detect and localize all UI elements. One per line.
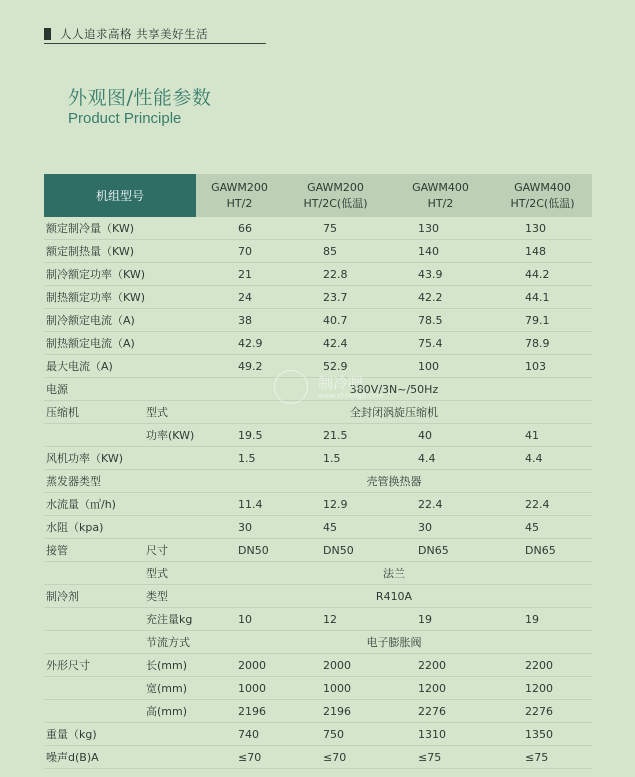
row-sublabel: 功率(KW): [146, 424, 196, 447]
row-value: 66: [196, 217, 283, 240]
table-row: [44, 585, 592, 608]
row-sublabel: 节流方式: [146, 631, 196, 654]
row-value: 12.9: [283, 493, 388, 516]
row-value: DN50: [196, 539, 283, 562]
row-value: 41: [493, 424, 592, 447]
row-value: 10: [196, 608, 283, 631]
row-value: 740: [196, 723, 283, 746]
row-value: 30: [196, 516, 283, 539]
row-value: ≤75: [388, 746, 493, 769]
row-sublabel: [146, 746, 196, 769]
table-row: [44, 746, 592, 769]
row-label: 外形尺寸: [44, 654, 146, 677]
row-value: 70: [196, 240, 283, 263]
row-value: 4.4: [493, 447, 592, 470]
row-value: 19: [388, 608, 493, 631]
row-value: DN65: [388, 539, 493, 562]
row-value: 2200: [388, 654, 493, 677]
row-value: 45: [493, 516, 592, 539]
row-label: 制热额定功率（KW): [44, 286, 146, 309]
row-label: [44, 424, 146, 447]
row-value: 2000: [196, 654, 283, 677]
watermark-sub: www.zhileng8.com: [318, 392, 384, 400]
row-value: ≤75: [493, 746, 592, 769]
row-sublabel: [146, 332, 196, 355]
model-col-3: GAWM400 HT/2: [388, 174, 493, 217]
row-label: 额定制冷量（KW): [44, 217, 146, 240]
row-sublabel: [146, 378, 196, 401]
row-label: 制冷额定电流（A): [44, 309, 146, 332]
row-value: 19.5: [196, 424, 283, 447]
row-sublabel: [146, 516, 196, 539]
row-sublabel: 尺寸: [146, 539, 196, 562]
row-value: DN65: [493, 539, 592, 562]
page-title-cn: 外观图/性能参数: [68, 87, 212, 109]
row-sublabel: 充注量kg: [146, 608, 196, 631]
table-row: [44, 631, 592, 654]
row-value: 2196: [196, 700, 283, 723]
row-value: 140: [388, 240, 493, 263]
row-value: 12: [283, 608, 388, 631]
row-sublabel: 型式: [146, 562, 196, 585]
row-label: [44, 608, 146, 631]
model-col-4: GAWM400 HT/2C(低温): [493, 174, 592, 217]
row-label: 接管: [44, 539, 146, 562]
row-value: 130: [388, 217, 493, 240]
row-value: 23.7: [283, 286, 388, 309]
row-label: 风机功率（KW): [44, 447, 146, 470]
table-row: [44, 654, 592, 677]
row-span-value: 法兰: [196, 562, 592, 585]
row-label: [44, 631, 146, 654]
watermark: [274, 370, 386, 404]
row-sublabel: [146, 447, 196, 470]
row-label: [44, 562, 146, 585]
row-span-value: 壳管换热器: [196, 470, 592, 493]
row-value: 30: [388, 516, 493, 539]
row-value: 79.1: [493, 309, 592, 332]
row-value: 1.5: [196, 447, 283, 470]
table-row: [44, 723, 592, 746]
row-label: 电源: [44, 378, 146, 401]
row-value: 100: [388, 355, 493, 378]
spec-table: [44, 174, 592, 769]
row-sublabel: [146, 240, 196, 263]
table-row: [44, 493, 592, 516]
row-value: 22.4: [388, 493, 493, 516]
row-value: 1350: [493, 723, 592, 746]
row-value: 1310: [388, 723, 493, 746]
row-value: 22.4: [493, 493, 592, 516]
row-value: 78.9: [493, 332, 592, 355]
row-label: 制冷额定功率（KW): [44, 263, 146, 286]
row-value: 2000: [283, 654, 388, 677]
row-value: 85: [283, 240, 388, 263]
row-span-value: R410A: [196, 585, 592, 608]
row-value: 148: [493, 240, 592, 263]
row-label: 制冷剂: [44, 585, 146, 608]
row-value: 75.4: [388, 332, 493, 355]
row-sublabel: [146, 263, 196, 286]
row-label: 重量（kg): [44, 723, 146, 746]
table-row: [44, 677, 592, 700]
table-row: [44, 424, 592, 447]
row-label: 最大电流（A): [44, 355, 146, 378]
row-sublabel: 型式: [146, 401, 196, 424]
row-value: 40: [388, 424, 493, 447]
watermark-text: 制冷吧: [318, 374, 364, 392]
table-header-row: [44, 174, 592, 217]
table-row: [44, 516, 592, 539]
row-value: 44.2: [493, 263, 592, 286]
row-value: 22.8: [283, 263, 388, 286]
page-title-en: Product Principle: [68, 110, 182, 127]
watermark-logo-icon: [274, 370, 308, 404]
row-value: 43.9: [388, 263, 493, 286]
row-value: 24: [196, 286, 283, 309]
table-row: [44, 539, 592, 562]
row-sublabel: [146, 355, 196, 378]
row-value: 11.4: [196, 493, 283, 516]
row-value: 40.7: [283, 309, 388, 332]
table-row: [44, 700, 592, 723]
table-row: [44, 470, 592, 493]
row-value: 103: [493, 355, 592, 378]
row-label: 额定制热量（KW): [44, 240, 146, 263]
table-row: [44, 263, 592, 286]
table-row: [44, 608, 592, 631]
row-label: 噪声d(B)A: [44, 746, 146, 769]
model-header-cell: 机组型号: [44, 174, 196, 217]
row-value: 2276: [493, 700, 592, 723]
row-sublabel: 宽(mm): [146, 677, 196, 700]
row-value: 75: [283, 217, 388, 240]
row-value: 45: [283, 516, 388, 539]
row-value: 1000: [196, 677, 283, 700]
row-value: 130: [493, 217, 592, 240]
row-value: 2276: [388, 700, 493, 723]
row-label: [44, 700, 146, 723]
table-row: [44, 217, 592, 240]
row-label: [44, 677, 146, 700]
row-value: 2196: [283, 700, 388, 723]
row-value: 1200: [388, 677, 493, 700]
row-span-value: 380V/3N~/50Hz: [196, 378, 592, 401]
row-value: 42.2: [388, 286, 493, 309]
row-value: 21.5: [283, 424, 388, 447]
row-value: 42.4: [283, 332, 388, 355]
row-value: 1.5: [283, 447, 388, 470]
header-bar: [44, 26, 266, 44]
header-slogan: 人人追求高格 共享美好生活: [60, 27, 209, 41]
row-value: 4.4: [388, 447, 493, 470]
row-value: 19: [493, 608, 592, 631]
row-value: 21: [196, 263, 283, 286]
row-sublabel: [146, 723, 196, 746]
row-sublabel: [146, 217, 196, 240]
row-sublabel: 高(mm): [146, 700, 196, 723]
row-sublabel: 类型: [146, 585, 196, 608]
row-value: ≤70: [283, 746, 388, 769]
row-span-value: 电子膨胀阀: [196, 631, 592, 654]
row-value: 1200: [493, 677, 592, 700]
table-row: [44, 240, 592, 263]
table-row: [44, 562, 592, 585]
row-value: 52.9: [283, 355, 388, 378]
table-row: [44, 309, 592, 332]
row-sublabel: [146, 286, 196, 309]
model-col-2: GAWM200 HT/2C(低温): [283, 174, 388, 217]
row-value: 2200: [493, 654, 592, 677]
row-sublabel: [146, 309, 196, 332]
row-value: 42.9: [196, 332, 283, 355]
row-sublabel: [146, 493, 196, 516]
row-sublabel: [146, 470, 196, 493]
row-value: 750: [283, 723, 388, 746]
table-row: [44, 332, 592, 355]
row-value: 78.5: [388, 309, 493, 332]
row-value: DN50: [283, 539, 388, 562]
row-label: 制热额定电流（A): [44, 332, 146, 355]
row-value: 38: [196, 309, 283, 332]
row-span-value: 全封闭涡旋压缩机: [196, 401, 592, 424]
row-value: 1000: [283, 677, 388, 700]
row-value: 49.2: [196, 355, 283, 378]
row-value: ≤70: [196, 746, 283, 769]
header-mark: [44, 28, 51, 40]
row-label: 水流量（㎥/h): [44, 493, 146, 516]
table-row: [44, 286, 592, 309]
row-sublabel: 长(mm): [146, 654, 196, 677]
row-label: 水阻（kpa): [44, 516, 146, 539]
table-row: [44, 447, 592, 470]
row-value: 44.1: [493, 286, 592, 309]
row-label: 压缩机: [44, 401, 146, 424]
model-col-1: GAWM200 HT/2: [196, 174, 283, 217]
row-label: 蒸发器类型: [44, 470, 146, 493]
